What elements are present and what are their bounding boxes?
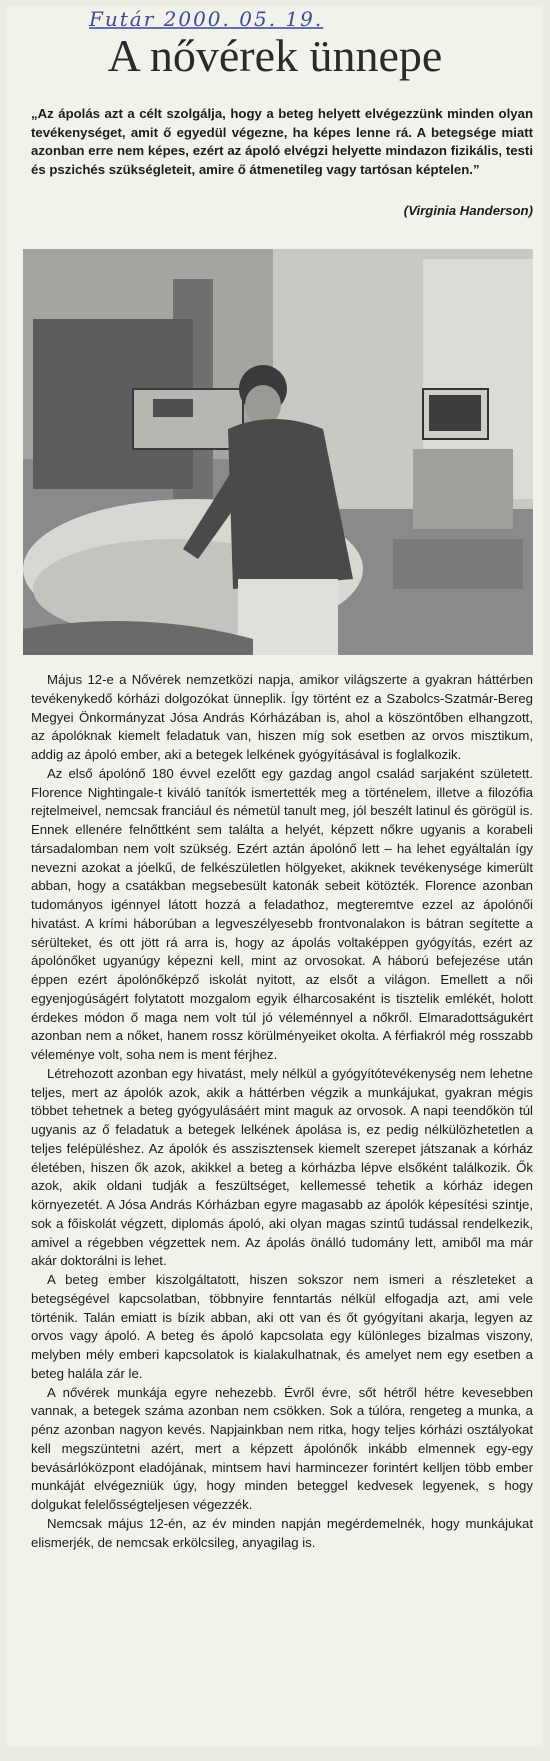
article-title: A nővérek ünnepe xyxy=(107,30,443,81)
quote-attribution: (Virginia Handerson) xyxy=(403,203,533,218)
photo-illustration xyxy=(23,249,533,655)
article-paragraph: A beteg ember kiszolgáltatott, hiszen sokszor nem ismeri a részleteket a betegségével kapcsolatban, többnyire fenntartás nélkül elfogadja azt, ami vele történik. Talán emiatt is bízik abban, aki ott van és őt gyógyítani akarja, legyen az orvos vagy ápoló. A beteg és ápoló kapcsolata egy különleges bizalmas viszony, melyben mély emberi kapcsolatok is kialakulhatnak, és amelyet nem egy esetben a beteg halála zár le. xyxy=(31,1272,533,1381)
article-paragraph: Május 12-e a Nővérek nemzetközi napja, amikor világszerte a gyakran háttérben tevékenykedő kórházi dolgozókat ünneplik. Így történt ez a Szabolcs-Szatmár-Bereg Megyei Önkormányzat Jósa András Kórházában is, ahol a köszöntőben elhangzott, az ápolóknak kiemelt feladatuk van, hiszen míg sok esetben az orvos misztikum, addig az ápoló ember, aki a betegek lelkének gyógyításával is foglalkozik. xyxy=(31,672,533,762)
hospital-nurse-photo xyxy=(23,249,533,655)
article-paragraph: A nővérek munkája egyre nehezebb. Évről évre, sőt hétről hétre kevesebben vannak, a betegek száma azonban nem csökken. Sok a túlóra, rengeteg a munka, a pénz azonban nagyon kevés. Napjainkban nem ritka, hogy teljes kórházi osztályokat kell megszüntetni azért, mert a képzett ápolónők inkább elmennek egy-egy bevásárlóközpont eladójának, mintsem havi harmincezer forintért kelljen több ember munkáját elvégezniük úgy, hogy minden beteggel kedvesek legyenek, s hogy dolgukat felelősségteljesen végezzék. xyxy=(31,1384,533,1512)
article-paragraph: Az első ápolónő 180 évvel ezelőtt egy gazdag angol család sarjaként született. Florence Nightingale-t kiváló tanítók ismertették meg a történelem, illetve a filozófia rejtelmeivel, nemcsak franciául és németül tanult meg, jól beszélt latinul és görögül is. Ennek ellenére felnőttként sem találta a helyét, képzett nőkre ugyanis a korabeli társadalomban nem volt szükség. Ezért aztán ápolónő lett – ha lehet egyáltalán így nevezni azokat a jóelkű, de felkészületlen hölgyeket, akiknek tevékenysége kimerült abban, hogy a csatákban megsebesült katonák sebeit kötözték. Florence azonban tudományos igénnyel látott hozzá a feladathoz, megteremtve ezzel az ápolónői hivatást. A krími háborúban a legveszélyesebb frontvonalakon is bátran segítette a sérülteket, és ott jött rá arra is, hogy az ápolás voltaképpen gyógyítás, ezért az ápolónőket ugyanúgy képezni kell, mint az orvosokat. A háború befejezése után éppen ezért ápolónőképző iskolát nyitott, az elsőt a világon. Emellett a női egyenjogúságért folytatott mozgalom egyik élharcosaként is tisztelik emlékét, holott érdekes módon ő maga nem volt túl jó véleménnyel a nőkről. Elmaradottságukért azonban nem a nőket, hanem rossz körülményeiket okolta. A férfiakról még rosszabb véleménye volt, soha nem is ment férjhez. xyxy=(31,765,533,1062)
handwritten-date-note: Futár 2000. 05. 19. xyxy=(89,7,324,31)
article-paragraph: Nemcsak május 12-én, az év minden napján megérdemelnék, hogy munkájukat elismerjék, de nemcsak erkölcsileg, anyagilag is. xyxy=(31,1515,533,1550)
epigraph-quote: „Az ápolás azt a célt szolgálja, hogy a beteg helyett elvégezzünk minden olyan tevékenységet, amit ő egyedül végezne, ha képes lenne rá. A betegsége miatt azonban erre nem képes, ezért az ápoló elvégzi helyette mindazon fizikális, testi és pszichés szükségleteit, amire ő átmenetileg vagy tartósan képtelen.” xyxy=(31,106,533,177)
article-paragraph: Létrehozott azonban egy hivatást, mely nélkül a gyógyítótevékenység nem lehetne teljes, mert az ápolók azok, akik a háttérben végzik a munkájukat, gyakran mégis többet tehetnek a beteg gyógyulásáért mint maguk az orvosok. A napi teendőkön túl ugyanis az ő feladatuk a betegek lelkének ápolása is, ez pedig nélkülözhetetlen a teljes felépüléshez. Az ápolók és asszisztensek kiemelt szerepet játszanak a kórház életében, hiszen ők azok, akikkel a beteg a kórházba lépve elsőként találkozik. Ők azok, akik oldani tudják a feszültséget, kellemessé tehetik a kórház idegen környezetét. A Jósa András Kórházban egyre magasabb az ápolók képesítési szintje, sok a főiskolát végzett, diplomás ápoló, aki olyan magas szintű tudással rendelkezik, amivel a régebben végzettek nem. Az ápolás önálló tudomány lett, amiből ma már akár doktorálni is lehet. xyxy=(31,1065,533,1269)
article-body xyxy=(31,671,533,1552)
newspaper-clipping xyxy=(7,7,543,1747)
